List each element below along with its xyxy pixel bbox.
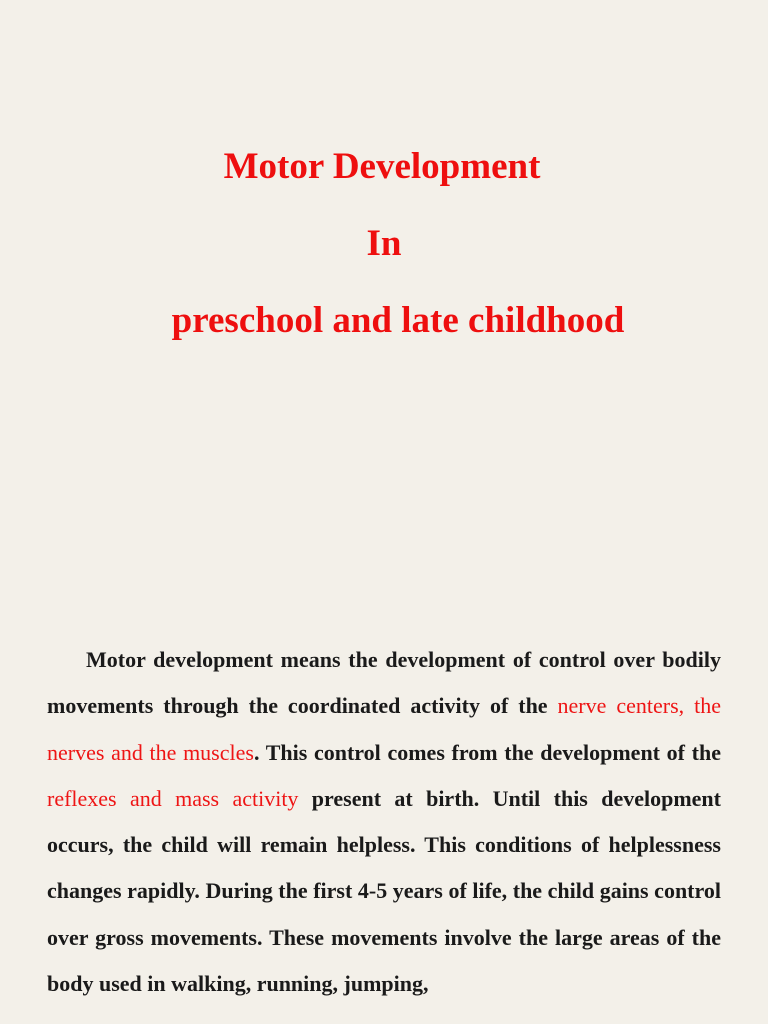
- title-block: [0, 128, 768, 359]
- body-text-segment-2: . This control comes from the development of the: [253, 739, 721, 765]
- body-text-segment-3: present at birth. Until this development occurs, the child will remain helpless. This conditions of helplessness changes rapidly. During the first 4-5 years of life, the child gains control over gross movements. These movements involve the large areas of the body used in walking, running, jumping,: [47, 785, 721, 997]
- body-text-segment-1: Motor development means the development of control over bodily movements through the coordinated activity of the: [47, 647, 721, 719]
- title-line-1: Motor Development: [223, 146, 541, 187]
- highlight-nerve-centers: nerve centers, the nerves and the muscles: [47, 693, 722, 765]
- title-line-3: preschool and late childhood: [171, 300, 625, 341]
- body-paragraph: [47, 637, 721, 1007]
- highlight-reflexes: reflexes and mass activity: [47, 785, 299, 811]
- title-line-2: In: [366, 223, 402, 264]
